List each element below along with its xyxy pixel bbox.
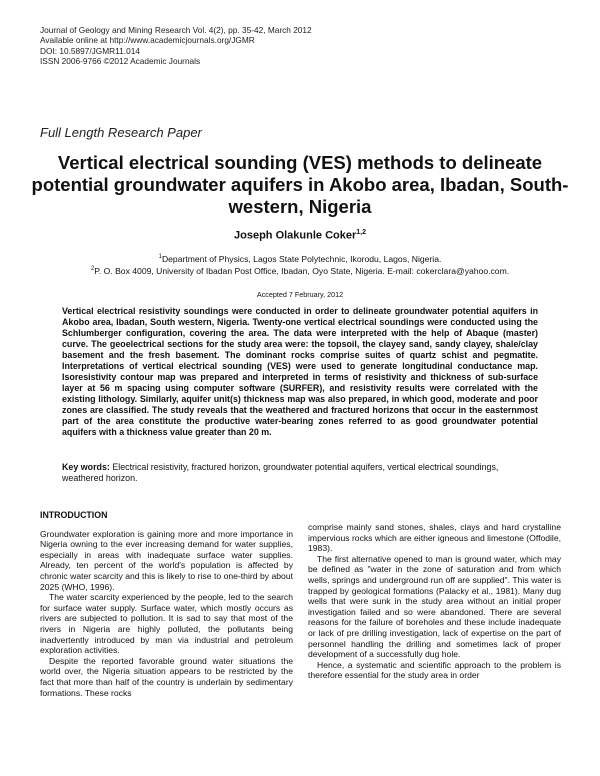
journal-doi: DOI: 10.5897/JGMR11.014: [40, 45, 140, 56]
affiliation-2-text: P. O. Box 4009, University of Ibadan Post Office, Ibadan, Oyo State, Nigeria. E-mail: cokerclara@yahoo.com.: [94, 266, 510, 276]
intro-paragraph: comprise mainly sand stones, shales, clays and hard crystalline impervious rocks which are either igneous and limestone (Offodile, 1983).: [308, 522, 562, 554]
journal-header: [40, 25, 560, 67]
accepted-date: Accepted 7 February, 2012: [256, 290, 344, 299]
keywords-label: Key words:: [62, 462, 110, 472]
intro-heading: INTRODUCTION: [40, 510, 108, 520]
affiliation-2-sup: 2: [90, 266, 95, 273]
intro-paragraph: Hence, a systematic and scientific approach to the problem is therefore essential for the study area in order: [308, 659, 561, 681]
intro-paragraph: The water scarcity experienced by the people, led to the search for surface water supply. Surface water, which mostly occurs as rivers are subjected to pollution. It is sad to say that most of the rivers in Nigeria are highly polluted, the pollutants being inadvertently introduced by man via industrial and petroleum exploration activities.: [40, 592, 293, 656]
journal-issn: ISSN 2006-9766 ©2012 Academic Journals: [40, 56, 201, 67]
journal-url[interactable]: Available online at http://www.academicjournals.org/JGMR: [40, 35, 255, 46]
journal-citation: Journal of Geology and Mining Research Vol. 4(2), pp. 35-42, March 2012: [40, 25, 312, 35]
intro-paragraph: Groundwater exploration is gaining more and more importance in Nigeria owning to the ever increasing demand for water supplies, especially in areas with inadequate surface water supplies. Already, ten percent of the world's population is affected by chronic water scarcity and this is likely to rise to one-third by about 2025 (WHO, 1996).: [40, 528, 293, 592]
keywords-text: Electrical resistivity, fractured horizon, groundwater potential aquifers, vertical electrical soundings, weathered horizon.: [62, 462, 499, 483]
paper-title: Vertical electrical sounding (VES) methods to delineate potential groundwater aquifers in Akobo area, Ibadan, South-western, Nigeria: [31, 152, 569, 217]
affiliation-1-text: Department of Physics, Lagos State Polytechnic, Ikorodu, Lagos, Nigeria.: [161, 254, 442, 264]
abstract: Vertical electrical resistivity soundings were conducted in order to delineate groundwater potential aquifers in Akobo area, Ibadan, South western, Nigeria. Twenty-one vertical electrical soundings were conducted using the Schlumberger configuration, covering the area. The data were interpreted with the help of Abaque (master) curve. The geoelectrical sections for the study area were: the topsoil, the clayey sand, sandy clayey, shale/clay basement and the fresh basement. The dominant rocks comprise suites of quartz schist and pegmatite. Interpretations of vertical electrical sounding (VES) were used to generate longitudinal conductance map. Isoresistivity contour map was prepared and interpreted in terms of resistivity and thickness of sub-surface layer at 56 m spacing using computer software (SURFER), and resistivity results were correlated with the existing lithology. Similarly, aquifer unit(s) thickness map was also prepared, in which good, moderate and poor zones are classified. The study reveals that the weathered and fractured horizons that occur in the easternmost part of the area constitute the productive water-bearing zones referred to as good groundwater potential aquifers with a thickness value greater than 20 m.: [62, 306, 538, 437]
intro-paragraph: The first alternative opened to man is ground water, which may be defined as "water in the zone of saturation and from which wells, springs and underground run off are supplied". This water is trapped by geological formations (Palacky et al., 1981). Many dug wells that were sunk in the study area without an initial proper investigation failed and so were abandoned. There are several reasons for the failure of boreholes and these include inadequate or lack of pre drilling investigation, lack of expertise on the part of personnel handling the drilling and sometimes lack of proper development of a successfully dug hole.: [308, 553, 561, 660]
intro-right-column: [308, 522, 561, 681]
author-name: Joseph Olakunle Coker: [234, 229, 357, 242]
paper-type: Full Length Research Paper: [40, 125, 202, 140]
affiliation-2: [40, 266, 560, 276]
author-line: [40, 229, 560, 242]
affiliation-1-sup: 1: [158, 254, 162, 261]
intro-paragraph: Despite the reported favorable ground water situations the world over, the Nigeria situation appears to be restricted by the fact that more than half of the country is underlain by sedimentary formations. These rocks: [40, 655, 293, 698]
intro-left-column: [40, 510, 293, 698]
affiliation-1: [40, 254, 560, 264]
author-sup: 1,2: [356, 229, 366, 236]
keywords: [62, 462, 538, 484]
